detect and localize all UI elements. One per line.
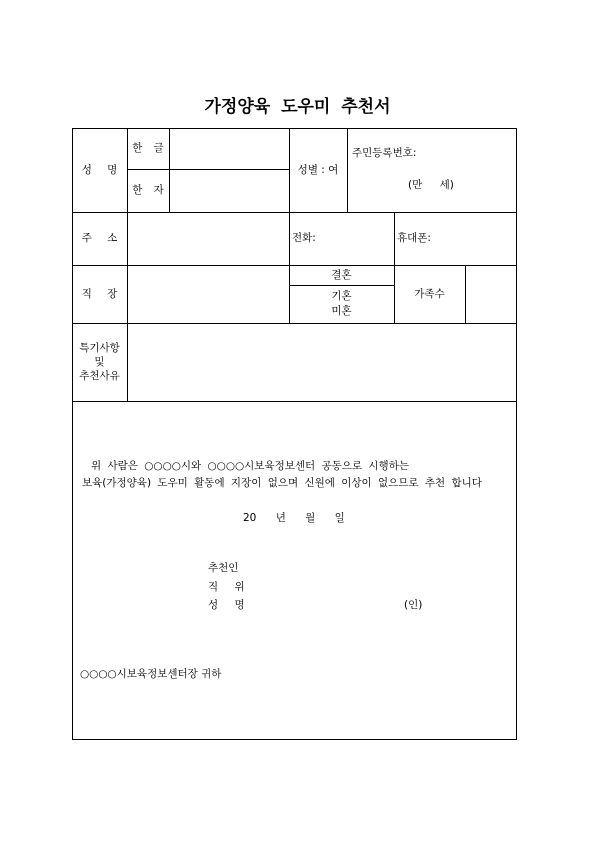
mobile-cell[interactable] [394, 212, 517, 265]
married-option: 기혼 [331, 290, 352, 302]
hangul-name-field[interactable] [169, 128, 289, 169]
address-label: 주 소 [81, 232, 118, 244]
marriage-options-cell[interactable] [289, 285, 394, 323]
resident-number-cell[interactable] [347, 128, 517, 212]
phone-label: 전화: [292, 232, 316, 244]
mobile-label: 휴대폰: [397, 232, 431, 244]
marriage-label-cell [289, 265, 394, 285]
hangul-label-cell [127, 128, 169, 169]
unmarried-option: 미혼 [331, 305, 352, 317]
statement-line-1: 위 사람은 ○○○○시와 ○○○○시보육정보센터 공동으로 시행하는 [91, 460, 409, 472]
statement-line-2: 보육(가정양육) 도우미 활동에 지장이 없으며 신원에 이상이 없으므로 추천 합니다 [82, 477, 482, 489]
family-count-field[interactable] [465, 265, 517, 323]
notes-label-line1: 특기사항 [79, 342, 120, 354]
recommendation-statement [72, 401, 517, 740]
notes-label-line3: 추천사유 [79, 370, 120, 382]
hangul-label: 한 글 [132, 142, 164, 154]
address-label-cell [72, 212, 127, 265]
age-label: (만 세) [408, 179, 454, 191]
name-label-cell [72, 128, 127, 212]
workplace-label-cell [72, 265, 127, 323]
notes-label-cell [72, 323, 127, 401]
hanja-label-cell [127, 169, 169, 212]
position-label: 직 위 [208, 581, 245, 593]
addressee-line: ○○○○시보육정보센터장 귀하 [80, 668, 222, 680]
marriage-options [331, 289, 351, 319]
hanja-label: 한 자 [132, 184, 164, 196]
marriage-label: 결혼 [331, 268, 352, 281]
signer-name-label: 성 명 [208, 599, 245, 611]
hanja-name-field[interactable] [169, 169, 289, 212]
document-title: 가정양육 도우미 추천서 [204, 97, 391, 117]
seal-mark: (인) [404, 599, 423, 611]
gender-cell [289, 128, 347, 212]
date-line: 20 년 월 일 [243, 512, 345, 524]
family-count-label: 가족수 [414, 287, 445, 300]
workplace-label: 직 장 [81, 287, 118, 300]
family-count-label-cell [394, 265, 465, 323]
resident-number-label: 주민등록번호: [352, 147, 417, 159]
address-field[interactable] [127, 212, 289, 265]
gender-label: 성별 : 여 [297, 163, 339, 176]
name-label: 성 명 [81, 163, 118, 176]
recommender-label: 추천인 [208, 562, 239, 574]
notes-label [79, 341, 120, 383]
notes-field[interactable] [127, 323, 517, 401]
phone-cell[interactable] [289, 212, 394, 265]
notes-label-line2: 및 [94, 356, 105, 368]
workplace-field[interactable] [127, 265, 289, 323]
